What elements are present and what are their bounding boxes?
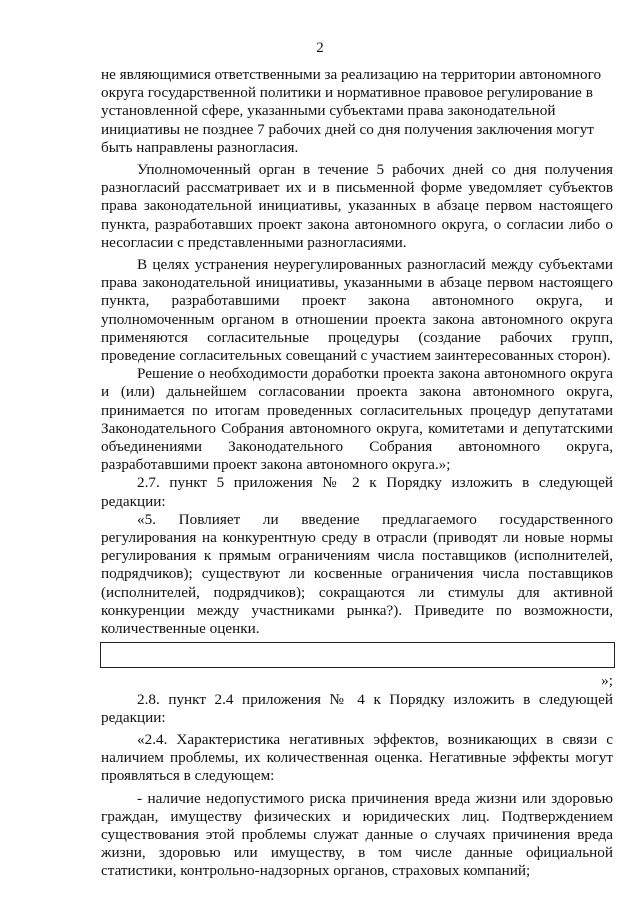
paragraph-2: Уполномоченный орган в течение 5 рабочих дней со дня получения разногласий рассматривает их и в письменной форме уведомляет субъектов права законодательной инициативы, указанных в абзаце первом настоящего пункта, разработавших проект закона автономного округа, о согласии либо о несогласии с представленными разногласиями. — [101, 161, 613, 251]
paragraph-6: «5. Повлияет ли введение предлагаемого государственного регулирования на конкурентную среду в отрасли (приводят ли новые нормы регулирования к прямым ограничениям числа поставщиков (исполнителей, подрядчиков); существуют ли косвенные ограничения числа поставщиков (исполнителей, подрядчиков); сокращаются ли стимулы для активной конкуренции между участниками рынка?). Приведите по возможности, количественные оценки. — [101, 510, 613, 638]
paragraph-8: «2.4. Характеристика негативных эффектов, возникающих в связи с наличием проблемы, их количественная оценка. Негативные эффекты могут проявляться в следующем: — [101, 730, 613, 785]
paragraph-5: 2.7. пункт 5 приложения № 2 к Порядку изложить в следующей редакции: — [101, 474, 613, 510]
paragraph-7: 2.8. пункт 2.4 приложения № 4 к Порядку изложить в следующей редакции: — [101, 690, 613, 726]
paragraph-9: - наличие недопустимого риска причинения вреда жизни или здоровью граждан, имуществу физических и юридических лиц. Подтверждением существования этой проблемы служат данные о случаях причинения вреда жизни, здоровью или имуществу, в том числе данные официальной статистики, контрольно-надзорных органов, страховых компаний; — [101, 789, 613, 880]
page-number: 2 — [316, 40, 324, 56]
paragraph-1: не являющимися ответственными за реализацию на территории автономного округа государственной политики и нормативное правовое регулирование в установленной сфере, указанными субъектами права законодательной инициативы не позднее 7 рабочих дней со дня получения заключения могут быть направлены разногласия. — [101, 66, 602, 156]
empty-answer-table — [100, 642, 615, 668]
paragraph-4: Решение о необходимости доработки проекта закона автономного округа и (или) дальнейшем согласовании проекта закона автономного округа, принимается по итогам проведенных согласительных процедур депутатами Законодательного Собрания автономного округа, комитетами и депутатскими объединениями Законодательного Собрания автономного округа, разработавшими проект закона автономного округа.»; — [101, 365, 613, 474]
closing-quote: »; — [601, 672, 613, 690]
document-body — [101, 66, 613, 881]
paragraph-3: В целях устранения неурегулированных разногласий между субъектами права законодательной инициативы, указанными в абзаце первом настоящего пункта, разработавшими проект закона автономного округа, и уполномоченным органом в отношении проекта закона автономного округа применяются согласительные процедуры (создание рабочих групп, проведение согласительных совещаний с участием заинтересованных сторон). — [101, 256, 613, 365]
